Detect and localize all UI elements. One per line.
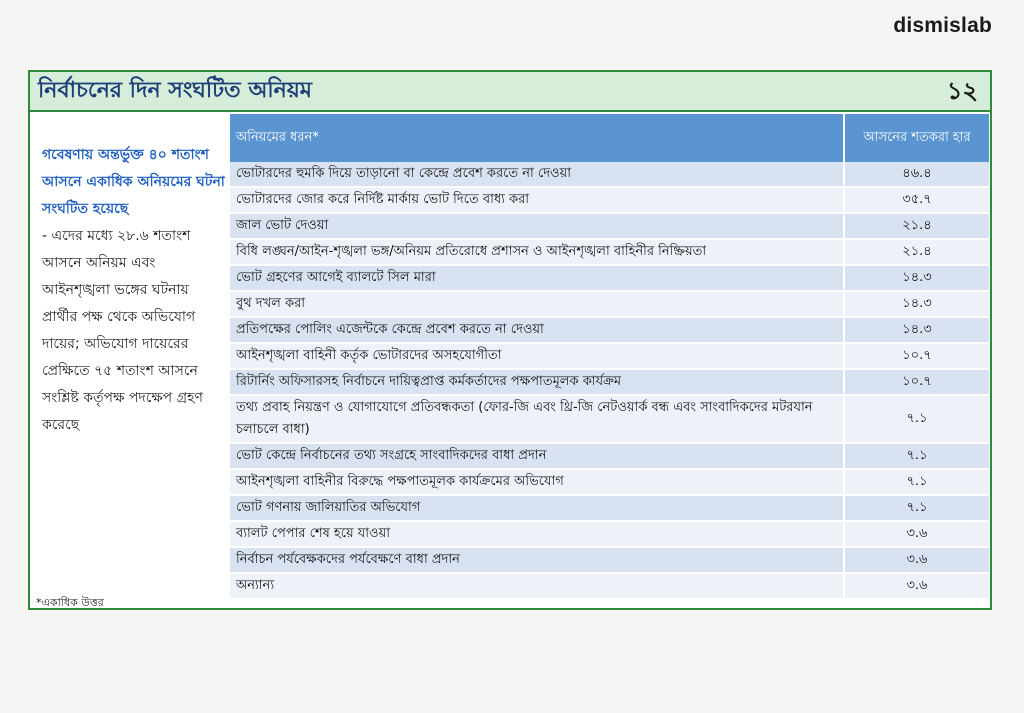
table-row [230,495,989,521]
row-value: ৭.১ [844,443,989,469]
table-row [230,369,989,395]
row-type: জাল ভোট দেওয়া [230,213,844,239]
row-type: আইনশৃঙ্খলা বাহিনী কর্তৃক ভোটারদের অসহযোগীতা [230,343,844,369]
header-seat-percentage: আসনের শতকরা হার [844,114,989,162]
table-row [230,395,989,443]
row-value: ৭.১ [844,495,989,521]
row-type: রিটার্নিং অফিসারসহ নির্বাচনে দায়িত্বপ্রাপ্ত কর্মকর্তাদের পক্ষপাতমূলক কার্যক্রম [230,369,844,395]
table-row [230,162,989,187]
table-row [230,443,989,469]
table-row [230,469,989,495]
table-row [230,573,989,599]
row-value: ২১.৪ [844,239,989,265]
row-value: ১৪.৩ [844,291,989,317]
row-value: ৩.৬ [844,521,989,547]
table-row [230,213,989,239]
row-type: আইনশৃঙ্খলা বাহিনীর বিরুদ্ধে পক্ষপাতমূলক কার্যক্রমের অভিযোগ [230,469,844,495]
title-bar [30,72,990,112]
row-type: তথ্য প্রবাহ নিয়ন্ত্রণ ও যোগাযোগে প্রতিবন্ধকতা (ফোর-জি এবং থ্রি-জি নেটওয়ার্ক বন্ধ এবং সাংবাদিকদের মটরযান চলাচলে বাধা) [230,395,844,443]
row-value: ৭.১ [844,395,989,443]
row-value: ১৪.৩ [844,265,989,291]
summary-panel [42,142,227,439]
table-row [230,239,989,265]
header-irregularity-type: অনিয়মের ধরন* [230,114,844,162]
row-value: ৪৬.৪ [844,162,989,187]
slide-card [28,70,992,610]
table-row [230,547,989,573]
row-value: ১০.৭ [844,343,989,369]
table-row [230,291,989,317]
row-value: ৩৫.৭ [844,187,989,213]
row-value: ৩.৬ [844,573,989,599]
table-header-row [230,114,989,162]
row-type: ব্যালট পেপার শেষ হয়ে যাওয়া [230,521,844,547]
table-row [230,343,989,369]
table-row [230,521,989,547]
table-row [230,317,989,343]
row-type: ভোট গণনায় জালিয়াতির অভিযোগ [230,495,844,521]
row-type: ভোট গ্রহণের আগেই ব্যালটে সিল মারা [230,265,844,291]
row-type: ভোট কেন্দ্রে নির্বাচনের তথ্য সংগ্রহে সাংবাদিকদের বাধা প্রদান [230,443,844,469]
row-value: ২১.৪ [844,213,989,239]
row-value: ১৪.৩ [844,317,989,343]
row-type: ভোটারদের হুমকি দিয়ে তাড়ানো বা কেন্দ্রে প্রবেশ করতে না দেওয়া [230,162,844,187]
row-type: অন্যান্য [230,573,844,599]
footnote: *একাধিক উত্তর [36,596,104,609]
summary-highlight: গবেষণায় অন্তর্ভুক্ত ৪০ শতাংশ আসনে একাধিক অনিয়মের ঘটনা সংঘটিত হয়েছে [42,147,225,217]
row-type: বিধি লঙ্ঘন/আইন-শৃঙ্খলা ভঙ্গ/অনিয়ম প্রতিরোধে প্রশাসন ও আইনশৃঙ্খলা বাহিনীর নিষ্ক্রিয়তা [230,239,844,265]
slide-number: ১২ [946,77,978,105]
row-value: ১০.৭ [844,369,989,395]
table-row [230,187,989,213]
row-type: প্রতিপক্ষের পোলিং এজেন্টকে কেন্দ্রে প্রবেশ করতে না দেওয়া [230,317,844,343]
summary-detail: - এদের মধ্যে ২৮.৬ শতাংশ আসনে অনিয়ম এবং আইনশৃঙ্খলা ভঙ্গের ঘটনায় প্রার্থীর পক্ষ থেকে অভিযোগ দায়ের; অভিযোগ দায়েরের প্রেক্ষিতে ৭৫ শতাংশ আসনে সংশ্লিষ্ট কর্তৃপক্ষ পদক্ষেপ গ্রহণ করেছে [42,228,203,433]
row-type: ভোটারদের জোর করে নির্দিষ্ট মার্কায় ভোট দিতে বাধ্য করা [230,187,844,213]
row-type: নির্বাচন পর্যবেক্ষকদের পর্যবেক্ষণে বাধা প্রদান [230,547,844,573]
page-title: নির্বাচনের দিন সংঘটিত অনিয়ম [38,78,312,103]
table-row [230,265,989,291]
row-value: ৭.১ [844,469,989,495]
row-value: ৩.৬ [844,547,989,573]
row-type: বুথ দখল করা [230,291,844,317]
brand-logo: dismislab [893,14,992,37]
irregularity-table [230,114,989,600]
